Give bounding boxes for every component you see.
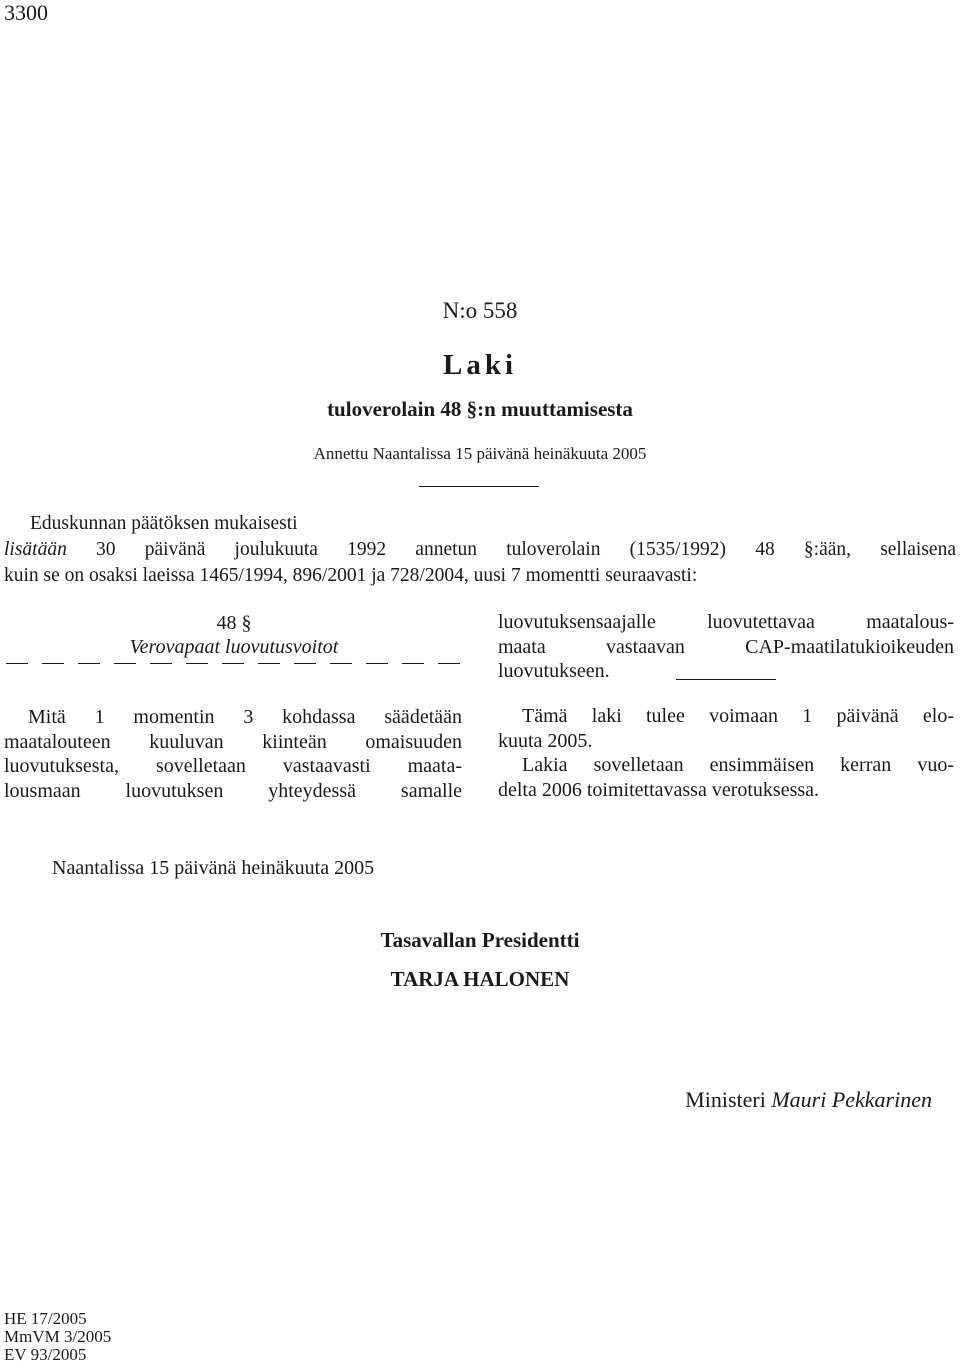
preamble-line-1: Eduskunnan päätöksen mukaisesti: [30, 513, 298, 534]
entry-line: kuuta 2005.: [498, 729, 593, 752]
section-end-divider: [676, 679, 776, 680]
page-number: 3300: [4, 0, 48, 25]
entry-into-force-text: [498, 704, 954, 802]
entry-line: Tämä laki tulee voimaan 1 päivänä elo-: [522, 705, 954, 727]
left-line: luovutuksesta, sovelletaan vastaavasti maata-: [4, 755, 462, 777]
section-title: Verovapaat luovutusvoitot: [129, 636, 339, 658]
preamble-line-2: [4, 539, 956, 561]
president-title: Tasavallan Presidentti: [380, 928, 580, 952]
minister-name: Mauri Pekkarinen: [771, 1087, 932, 1112]
law-given-date: Annettu Naantalissa 15 päivänä heinäkuuta 2005: [313, 444, 647, 463]
minister-signature: [685, 1087, 932, 1113]
signature-place-date: Naantalissa 15 päivänä heinäkuuta 2005: [52, 857, 375, 879]
omitted-text-dashes: [6, 647, 460, 667]
legislative-references: [4, 1310, 111, 1364]
left-line: lousmaan luovutuksen yhteydessä samalle: [4, 779, 462, 802]
left-line: Mitä 1 momentin 3 kohdassa säädetään: [28, 706, 462, 728]
law-title: tuloverolain 48 §:n muuttamisesta: [327, 397, 633, 421]
reference-item: EV 93/2005: [4, 1345, 87, 1364]
reference-item: HE 17/2005: [4, 1309, 87, 1328]
left-column-text: [4, 705, 462, 803]
preamble-line-3: kuin se on osaksi laeissa 1465/1994, 896/2001 ja 728/2004, uusi 7 momentti seuraavasti:: [4, 565, 698, 586]
law-type-heading: Laki: [442, 349, 518, 381]
reference-item: MmVM 3/2005: [4, 1327, 112, 1346]
right-line: maata vastaavan CAP-maatilatukioikeuden: [498, 635, 954, 658]
right-column-text: [498, 610, 954, 684]
application-line: Lakia sovelletaan ensimmäisen kerran vuo-: [522, 754, 954, 776]
left-line: maatalouteen kuuluvan kiinteän omaisuuden: [4, 730, 462, 753]
title-divider: [419, 486, 539, 487]
preamble-line-2-text: 30 päivänä joulukuuta 1992 annetun tuloverolain (1535/1992) 48 §:ään, sellaisena: [66, 539, 956, 560]
right-line: luovutukseen.: [498, 660, 610, 682]
section-number: 48 §: [216, 612, 252, 634]
minister-label: Ministeri: [685, 1087, 766, 1112]
application-line: delta 2006 toimitettavassa verotuksessa.: [498, 778, 820, 801]
president-name: TARJA HALONEN: [390, 967, 570, 991]
right-line: luovutuksensaajalle luovutettavaa maatalous-: [498, 611, 954, 633]
law-number: N:o 558: [442, 298, 518, 323]
preamble-verb: lisätään: [4, 539, 67, 560]
